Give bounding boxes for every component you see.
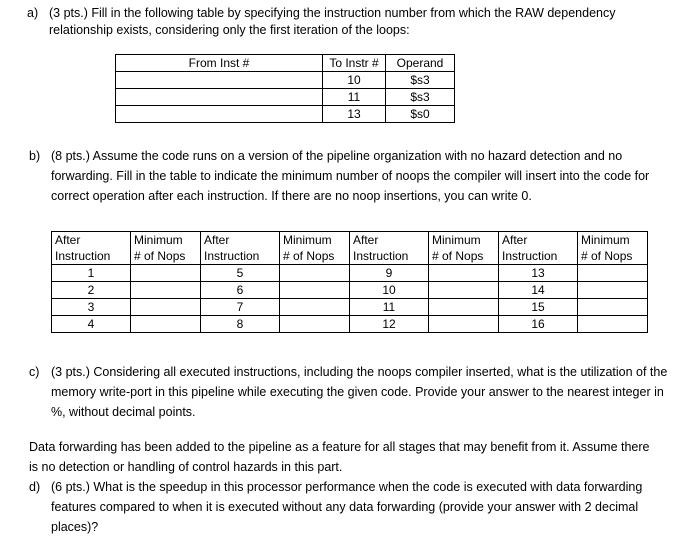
question-c [29,362,673,422]
header-instruction-1: Instruction [52,248,131,265]
from-inst-cell[interactable] [116,89,323,106]
from-inst-cell[interactable] [116,72,323,89]
nops-cell[interactable] [578,282,648,299]
nops-cell[interactable] [578,316,648,333]
header-instruction-3: Instruction [350,248,429,265]
table-row [116,89,455,106]
question-a-label: a) [27,6,39,20]
nops-cell[interactable] [131,316,201,333]
question-c-label: c) [29,365,40,379]
header-instruction-4: Instruction [499,248,578,265]
operand-cell: $s0 [386,106,455,123]
nops-cell[interactable] [280,316,350,333]
nops-cell[interactable] [429,316,499,333]
table-header-row [52,248,648,265]
instruction-cell: 7 [201,299,280,316]
forwarding-note: Data forwarding has been added to the pipeline as a feature for all stages that may benefit from it. Assume there is no detection or handling of control hazards in this part. [29,440,650,474]
instruction-cell: 3 [52,299,131,316]
nops-cell[interactable] [280,299,350,316]
instruction-cell: 2 [52,282,131,299]
header-after-1: After [52,232,131,249]
question-b-label: b) [29,149,41,163]
table-header-row [52,232,648,249]
header-instruction-2: Instruction [201,248,280,265]
table-row [116,106,455,123]
table-header-row [116,55,455,72]
instruction-cell: 12 [350,316,429,333]
nops-cell[interactable] [131,282,201,299]
header-after-2: After [201,232,280,249]
instruction-cell: 14 [499,282,578,299]
to-instr-cell: 11 [323,89,386,106]
operand-cell: $s3 [386,72,455,89]
instruction-cell: 10 [350,282,429,299]
header-min-3: Minimum [429,232,499,249]
from-inst-cell[interactable] [116,106,323,123]
header-to-instr: To Instr # [323,55,386,72]
question-a-text: (3 pts.) Fill in the following table by specifying the instruction number from which the RAW dependency relationship exists, considering only the first iteration of the loops: [49,6,616,37]
instruction-cell: 16 [499,316,578,333]
instruction-cell: 11 [350,299,429,316]
header-after-3: After [350,232,429,249]
operand-cell: $s3 [386,89,455,106]
table-row [116,72,455,89]
question-a [27,5,679,39]
question-d-text: (6 pts.) What is the speedup in this processor performance when the code is executed with data forwarding features compared to when it is executed without any data forwarding (provide your answer with 2 decimal places)? [51,480,643,534]
instruction-cell: 8 [201,316,280,333]
header-operand: Operand [386,55,455,72]
nops-cell[interactable] [280,282,350,299]
instruction-cell: 9 [350,265,429,282]
header-min-1: Minimum [131,232,201,249]
header-from-inst: From Inst # [116,55,323,72]
table-row [52,265,648,282]
header-min-2: Minimum [280,232,350,249]
question-b-text: (8 pts.) Assume the code runs on a version of the pipeline organization with no hazard detection and no forwarding. Fill in the table to indicate the minimum number of noops the compiler will insert into the code for correct operation after each instruction. If there are no noop insertions, you can write 0. [51,149,650,203]
question-b [29,146,673,206]
table-row [52,299,648,316]
header-min-4: Minimum [578,232,648,249]
header-nops-2: # of Nops [280,248,350,265]
nops-table [51,231,648,333]
instruction-cell: 1 [52,265,131,282]
nops-cell[interactable] [429,282,499,299]
nops-cell[interactable] [280,265,350,282]
header-nops-4: # of Nops [578,248,648,265]
instruction-cell: 13 [499,265,578,282]
to-instr-cell: 10 [323,72,386,89]
nops-cell[interactable] [578,265,648,282]
question-d [29,477,673,537]
instruction-cell: 6 [201,282,280,299]
nops-cell[interactable] [131,265,201,282]
nops-cell[interactable] [429,299,499,316]
nops-cell[interactable] [131,299,201,316]
instruction-cell: 5 [201,265,280,282]
header-nops-3: # of Nops [429,248,499,265]
nops-cell[interactable] [429,265,499,282]
header-after-4: After [499,232,578,249]
question-c-text: (3 pts.) Considering all executed instructions, including the noops compiler inserted, what is the utilization of the memory write-port in this pipeline while executing the given code. Provide your answer to the nearest integer in %, without decimal points. [51,365,668,419]
nops-cell[interactable] [578,299,648,316]
instruction-cell: 4 [52,316,131,333]
header-nops-1: # of Nops [131,248,201,265]
table-row [52,282,648,299]
table-row [52,316,648,333]
raw-dependency-table [115,54,455,123]
instruction-cell: 15 [499,299,578,316]
question-d-label: d) [29,480,41,494]
to-instr-cell: 13 [323,106,386,123]
